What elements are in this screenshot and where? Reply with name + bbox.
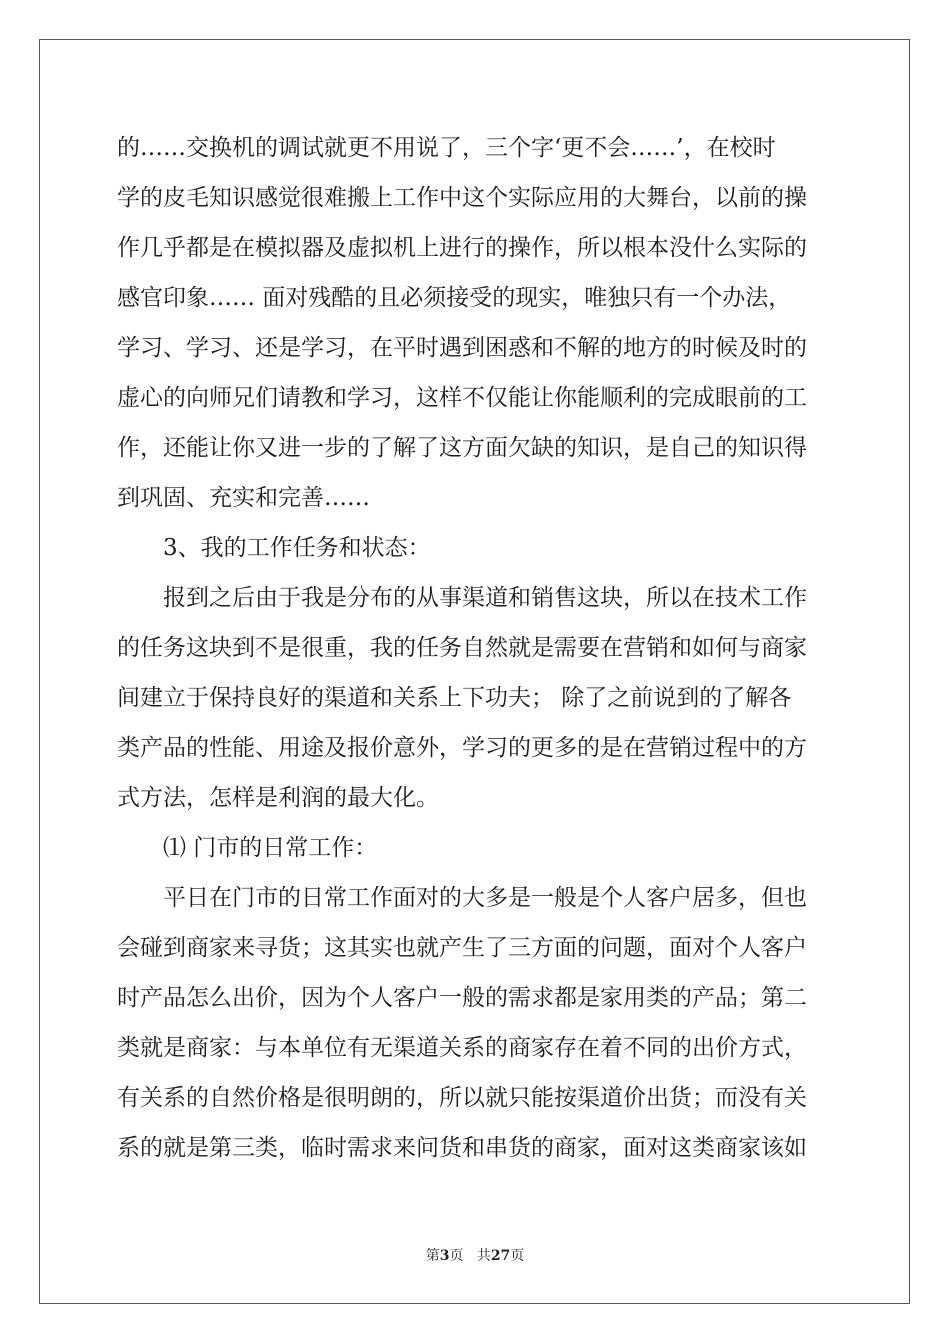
- paragraph-line: 时产品怎么出价，因为个人客户一般的需求都是家用类的产品；第二: [117, 985, 807, 1011]
- subsection-heading: ⑴ 门市的日常工作：: [163, 835, 378, 861]
- paragraph-line: 系的就是第三类，临时需求来问货和串货的商家，面对这类商家该如: [117, 1135, 807, 1161]
- paragraph-line: 学习、学习、还是学习，在平时遇到困惑和不解的地方的时候及时的: [117, 335, 807, 361]
- total-pages: 27: [490, 1248, 511, 1264]
- paragraph-line: 间建立于保持良好的渠道和关系上下功夫； 除了之前说到的了解各: [117, 685, 792, 711]
- page-footer: [0, 1247, 950, 1265]
- paragraph-line: 平日在门市的日常工作面对的大多是一般是个人客户居多，但也: [163, 885, 807, 911]
- paragraph-line: 式方法，怎样是利润的最大化。: [117, 785, 439, 811]
- paragraph-line: 作，还能让你又进一步的了解了这方面欠缺的知识，是自己的知识得: [117, 435, 807, 461]
- page-suffix: 页: [449, 1248, 464, 1264]
- page-border: [39, 39, 910, 1304]
- paragraph-line: 类产品的性能、用途及报价意外，学习的更多的是在营销过程中的方: [117, 735, 807, 761]
- total-suffix: 页: [510, 1248, 525, 1264]
- paragraph-line: 作几乎都是在模拟器及虚拟机上进行的操作，所以根本没什么实际的: [117, 235, 807, 261]
- paragraph-line: 到巩固、充实和完善……: [117, 485, 370, 511]
- page-prefix: 第: [425, 1248, 440, 1264]
- section-heading: 3、我的工作任务和状态：: [163, 535, 431, 561]
- paragraph-line: 学的皮毛知识感觉很难搬上工作中这个实际应用的大舞台，以前的操: [117, 185, 807, 211]
- page-number: 3: [439, 1248, 450, 1264]
- paragraph-line: 感官印象…… 面对残酷的且必须接受的现实，唯独只有一个办法，: [117, 285, 792, 311]
- paragraph-line: 有关系的自然价格是很明朗的，所以就只能按渠道价出货；而没有关: [117, 1085, 807, 1111]
- paragraph-line: 的……交换机的调试就更不用说了，三个字‘更不会……’，在校时: [117, 135, 776, 161]
- paragraph-line: 报到之后由于我是分布的从事渠道和销售这块，所以在技术工作: [163, 585, 807, 611]
- paragraph-line: 虚心的向师兄们请教和学习，这样不仅能让你能顺利的完成眼前的工: [117, 385, 807, 411]
- total-prefix: 共: [476, 1248, 491, 1264]
- paragraph-line: 的任务这块到不是很重，我的任务自然就是需要在营销和如何与商家: [117, 635, 807, 661]
- paragraph-line: 类就是商家：与本单位有无渠道关系的商家存在着不同的出价方式，: [117, 1035, 807, 1061]
- paragraph-line: 会碰到商家来寻货；这其实也就产生了三方面的问题，面对个人客户: [117, 935, 807, 961]
